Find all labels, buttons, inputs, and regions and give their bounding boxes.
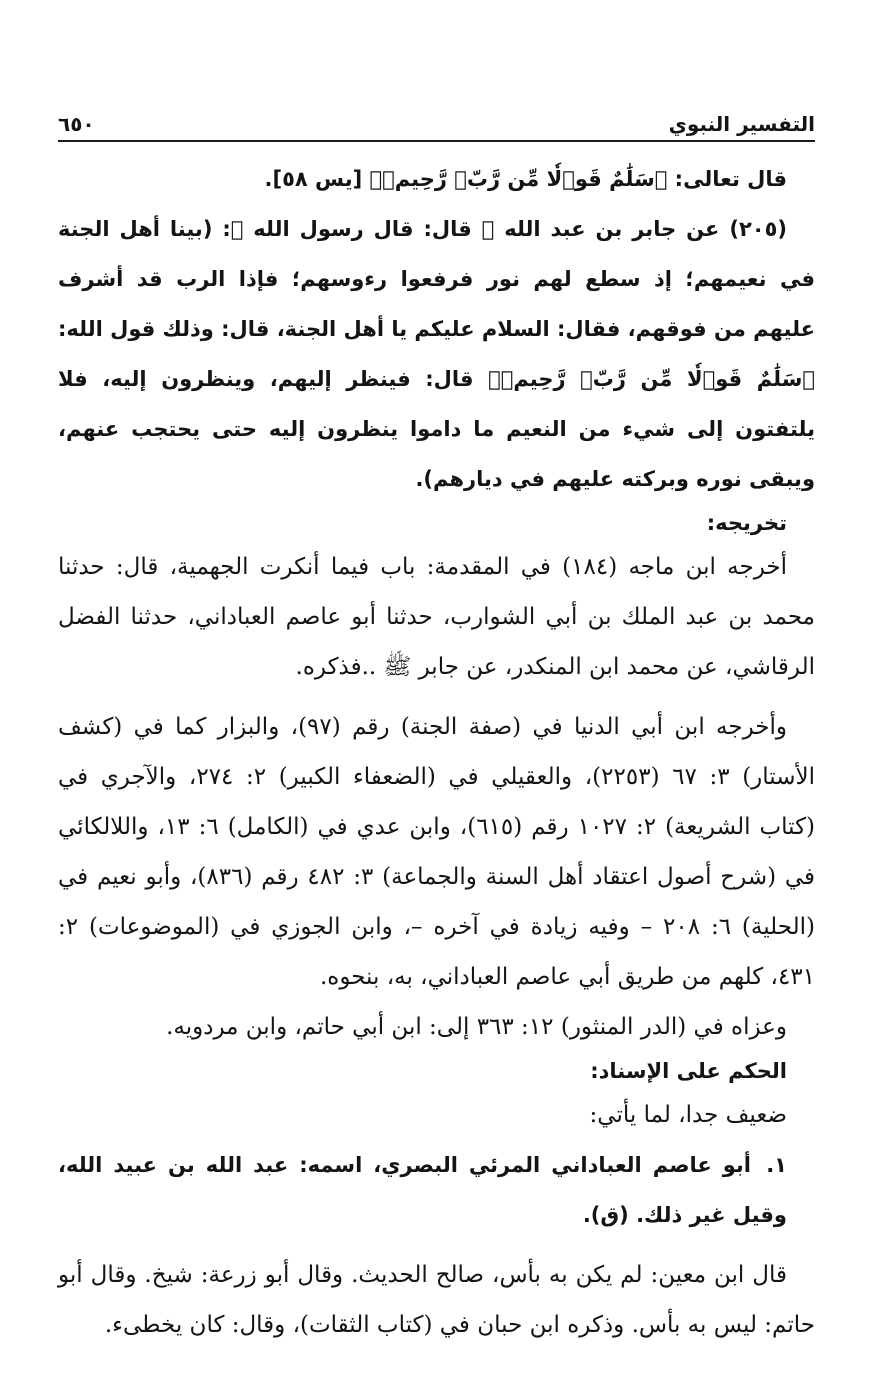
takhrij-paragraph-2: وأخرجه ابن أبي الدنيا في (صفة الجنة) رقم (٩٧)، والبزار كما في (كشف الأستار) ٣: ٦٧ (٢٢٥٣)، والعقيلي في (الضعفاء الكبير) ٢: ٢٧٤، والآجري في (كتاب الشريعة) ٢: ١٠٢٧ رقم (٦١٥)، وابن عدي في (الكامل) ٦: ١٣، واللالكائي في (شرح أصول اعتقاد أهل السنة والجماعة) ٣: ٤٨٢ رقم (٨٣٦)، وأبو نعيم في (الحلية) ٦: ٢٠٨ – وفيه زيادة في آخره –، وابن الجوزي في (الموضوعات) ٢: ٤٣١، كلهم من طريق أبي عاصم العباداني، به، بنحوه. <box>58 714 816 990</box>
page-number: ٦٥٠ <box>58 112 95 136</box>
book-title: التفسير النبوي <box>668 112 815 136</box>
list-item <box>58 1140 815 1240</box>
page-header <box>58 104 815 142</box>
verse-line: قال تعالى: ﴿سَلَٰمٌ قَوۡلٗا مِّن رَّبّٖ رَّحِيمٖ﴾ [يس ٥٨]. <box>264 167 787 191</box>
hukm-heading: الحكم على الإسناد: <box>590 1059 787 1083</box>
hadith-text: (٢٠٥) عن جابر بن عبد الله ﷺ قال: قال رسول الله ﷺ: (بينا أهل الجنة في نعيمهم؛ إذ سطع لهم نور فرفعوا رءوسهم؛ فإذا الرب قد أشرف عليهم من فوقهم، فقال: السلام عليكم يا أهل الجنة، قال: وذلك قول الله: ﴿سَلَٰمٌ قَوۡلٗا مِّن رَّبّٖ رَّحِيمٖ﴾ قال: فينظر إليهم، وينظرون إليه، فلا يلتفتون إلى شيء من النعيم ما داموا ينظرون إليه حتى يحتجب عنهم، ويبقى نوره وبركته عليهم في ديارهم). <box>58 217 815 491</box>
hukm-paragraph: ضعيف جدا، لما يأتي: <box>589 1102 787 1128</box>
final-paragraph: قال ابن معين: لم يكن به بأس، صالح الحديث. وقال أبو زرعة: شيخ. وقال أبو حاتم: ليس به بأس. وذكره ابن حبان في (كتاب الثقات)، وقال: كان يخطىء. <box>58 1262 815 1338</box>
list-item-number: ١. <box>766 1153 787 1177</box>
takhrij-paragraph-3: وعزاه في (الدر المنثور) ١٢: ٣٦٣ إلى: ابن أبي حاتم، وابن مردويه. <box>166 1014 787 1040</box>
list-item-text: أبو عاصم العباداني المرئي البصري، اسمه: عبد الله بن عبيد الله، وقيل غير ذلك. (ق). <box>58 1153 787 1227</box>
takhrij-heading: تخريجه: <box>706 511 787 535</box>
page-content <box>58 154 815 1350</box>
takhrij-paragraph-1: أخرجه ابن ماجه (١٨٤) في المقدمة: باب فيما أنكرت الجهمية، قال: حدثنا محمد بن عبد الملك بن أبي الشوارب، حدثنا أبو عاصم العباداني، حدثنا الفضل الرقاشي، عن محمد ابن المنكدر، عن جابر ﷺ ..فذكره. <box>58 554 815 680</box>
